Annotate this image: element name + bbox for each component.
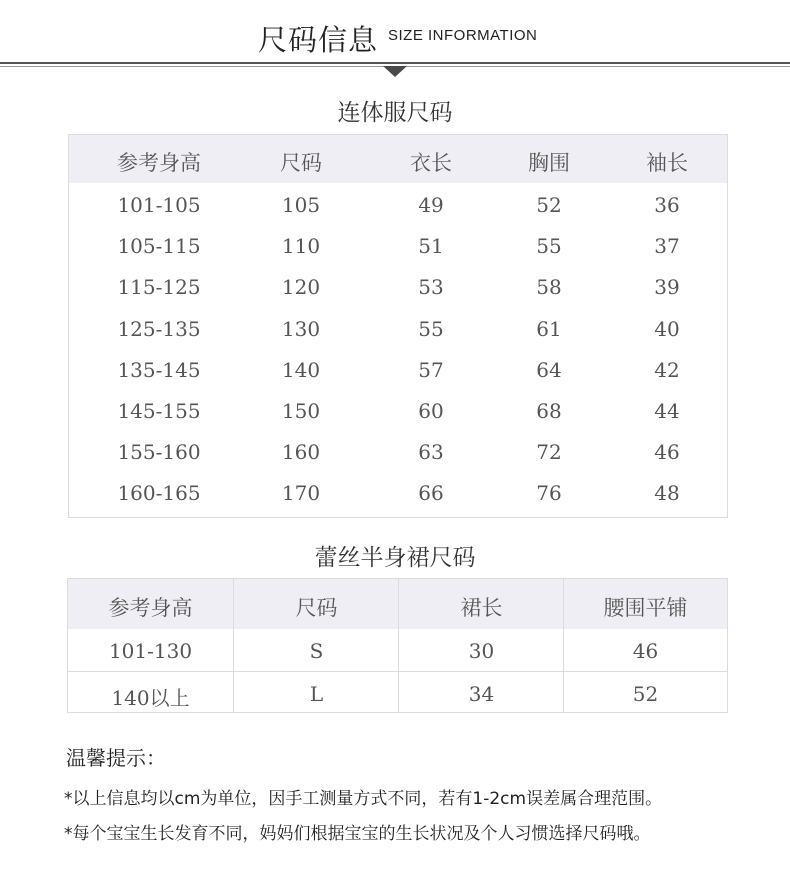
cell-length: 49: [418, 193, 444, 217]
cell-length: 51: [418, 234, 444, 258]
cell-height: 160-165: [117, 481, 201, 505]
header-divider: [0, 62, 790, 64]
column-header-size: 尺码: [295, 596, 338, 620]
cell-height: 101-130: [108, 639, 193, 663]
column-header-chest: 胸围: [528, 151, 570, 175]
jumpsuit-size-table: [68, 134, 728, 518]
column-header-skirt-length: 裙长: [460, 596, 503, 620]
column-header-sleeve: 袖长: [646, 151, 688, 175]
cell-chest: 76: [536, 481, 562, 505]
cell-height: 101-105: [117, 193, 201, 217]
cell-height: 140以上: [111, 686, 190, 710]
skirt-size-table: [67, 578, 728, 713]
column-header-height: 参考身高: [117, 151, 201, 175]
table-header-row: [69, 135, 727, 183]
down-arrow-icon: [383, 66, 407, 77]
jumpsuit-size-title: 连体服尺码: [337, 100, 453, 126]
cell-skirt-length: 30: [468, 639, 495, 663]
cell-sleeve: 42: [654, 358, 680, 382]
skirt-size-title: 蕾丝半身裙尺码: [314, 545, 476, 571]
cell-sleeve: 40: [654, 317, 680, 341]
cell-size: 130: [281, 317, 321, 341]
cell-height: 145-155: [117, 399, 201, 423]
tips-title: 温馨提示：: [66, 746, 166, 770]
cell-chest: 58: [536, 275, 562, 299]
page-subtitle: SIZE INFORMATION: [388, 27, 538, 44]
cell-sleeve: 37: [654, 234, 680, 258]
cell-sleeve: 39: [654, 275, 680, 299]
cell-length: 66: [418, 481, 444, 505]
cell-size: 160: [281, 440, 321, 464]
column-header-height: 参考身高: [108, 596, 193, 620]
cell-sleeve: 44: [654, 399, 680, 423]
column-header-length: 衣长: [410, 151, 452, 175]
cell-chest: 61: [536, 317, 562, 341]
cell-sleeve: 46: [654, 440, 680, 464]
tip-line-measurement: *以上信息均以cm为单位，因手工测量方式不同，若有1-2cm误差属合理范围。: [64, 789, 663, 809]
cell-skirt-length: 34: [468, 682, 495, 706]
cell-length: 57: [418, 358, 444, 382]
cell-length: 53: [418, 275, 444, 299]
cell-height: 125-135: [117, 317, 201, 341]
cell-size: 150: [281, 399, 321, 423]
page-header: [0, 0, 790, 80]
cell-height: 115-125: [117, 275, 201, 299]
cell-size: 170: [281, 481, 321, 505]
cell-size: 120: [281, 275, 321, 299]
cell-height: 155-160: [117, 440, 201, 464]
tip-line-size-choice: *每个宝宝生长发育不同，妈妈们根据宝宝的生长状况及个人习惯选择尺码哦。: [64, 824, 651, 844]
cell-chest: 64: [536, 358, 562, 382]
cell-length: 63: [418, 440, 444, 464]
cell-length: 60: [418, 399, 444, 423]
cell-waist: 46: [632, 639, 659, 663]
cell-height: 105-115: [117, 234, 201, 258]
cell-length: 55: [418, 317, 444, 341]
row-divider: [68, 671, 727, 672]
column-header-waist: 腰围平铺: [603, 596, 688, 620]
cell-sleeve: 36: [654, 193, 680, 217]
page-title: 尺码信息: [258, 23, 379, 57]
cell-size: 105: [281, 193, 321, 217]
cell-chest: 55: [536, 234, 562, 258]
cell-size: 110: [281, 234, 321, 258]
cell-size: L: [309, 682, 324, 706]
cell-waist: 52: [632, 682, 659, 706]
cell-sleeve: 48: [654, 481, 680, 505]
cell-chest: 72: [536, 440, 562, 464]
column-header-size: 尺码: [280, 151, 322, 175]
cell-height: 135-145: [117, 358, 201, 382]
cell-chest: 68: [536, 399, 562, 423]
cell-size: S: [309, 639, 324, 663]
cell-chest: 52: [536, 193, 562, 217]
cell-size: 140: [281, 358, 321, 382]
